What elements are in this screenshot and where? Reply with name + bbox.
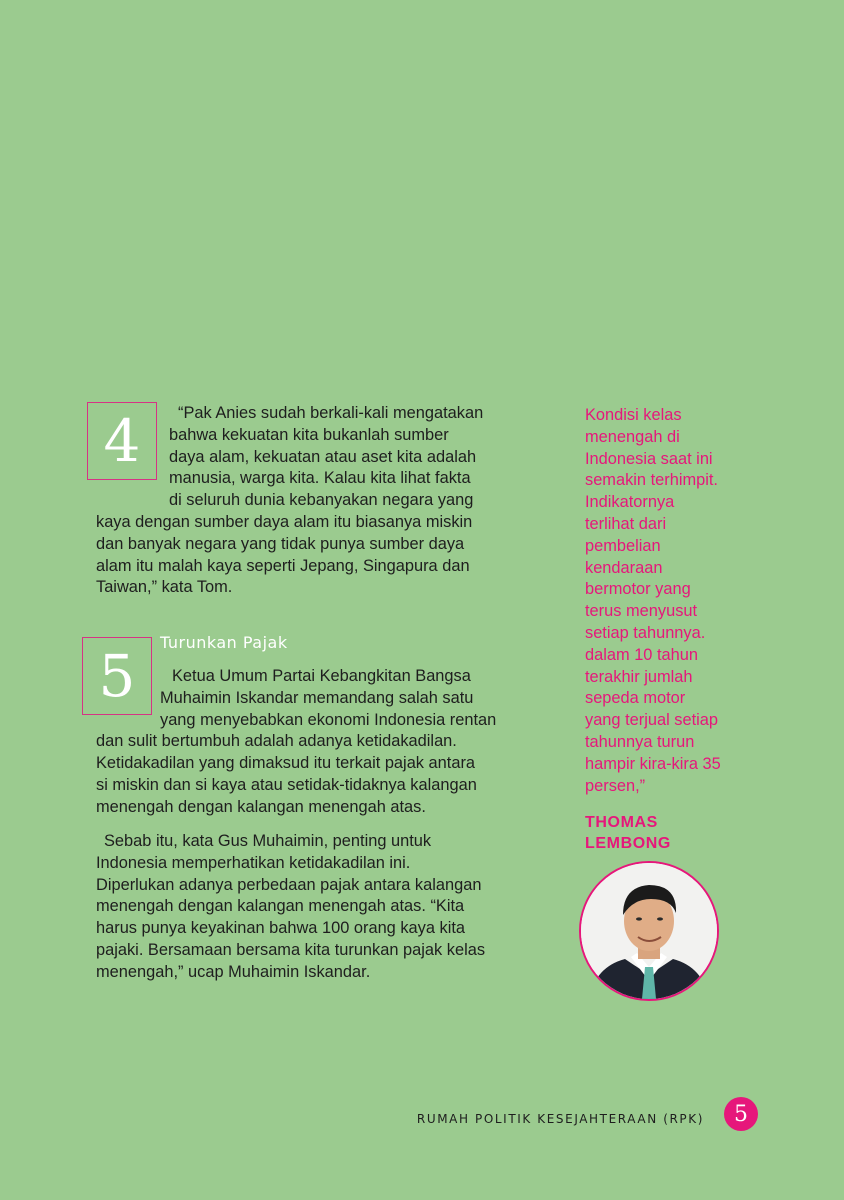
text-line: bahwa kekuatan kita bukanlah sumber — [169, 425, 449, 444]
text-line: “Pak Anies sudah berkali-kali mengatakan — [178, 404, 484, 422]
quote-line: semakin terhimpit. — [585, 471, 718, 490]
text-line: menengah,” ucap Muhaimin Iskandar. — [96, 962, 371, 981]
text-line: alam itu malah kaya seperti Jepang, Singapura dan — [96, 556, 470, 575]
section-5-paragraph-2 — [96, 831, 485, 984]
author-portrait — [579, 861, 719, 1001]
quote-line: persen,” — [585, 776, 646, 795]
section-5-heading: Turunkan Pajak — [160, 633, 288, 652]
quote-author — [585, 812, 671, 854]
quote-line: terus menyusut — [585, 602, 698, 621]
quote-line: pembelian — [585, 536, 661, 555]
author-last-name: LEMBONG — [585, 835, 671, 852]
text-line: Indonesia memperhatikan ketidakadilan ini. — [96, 853, 411, 872]
text-line: Muhaimin Iskandar memandang salah satu — [160, 688, 474, 707]
text-line: si miskin dan si kaya atau setidak-tidaknya kalangan — [96, 775, 477, 794]
text-line: Ketidakadilan yang dimaksud itu terkait pajak antara — [96, 754, 476, 773]
text-line: harus punya keyakinan bahwa 100 orang kaya kita — [96, 919, 466, 938]
text-line: Sebab itu, kata Gus Muhaimin, penting untuk — [104, 832, 432, 850]
text-line: Diperlukan adanya perbedaan pajak antara kalangan — [96, 875, 482, 894]
quote-line: yang terjual setiap — [585, 711, 719, 730]
publication-label: RUMAH POLITIK KESEJAHTERAAN (RPK) — [416, 1112, 704, 1126]
page-number: 5 — [734, 1101, 748, 1127]
author-first-name: THOMAS — [585, 814, 658, 831]
pull-quote — [585, 405, 721, 797]
section-number-4-text: 4 — [103, 407, 141, 475]
text-line: dan banyak negara yang tidak punya sumber daya — [96, 534, 465, 553]
text-line: daya alam, kekuatan atau aset kita adalah — [169, 447, 477, 466]
portrait-illustration — [581, 863, 717, 999]
section-4-body — [96, 403, 483, 599]
quote-line: Indonesia saat ini — [585, 449, 713, 468]
text-line: dan sulit bertumbuh adalah adanya ketidakadilan. — [96, 732, 457, 751]
text-line: di seluruh dunia kebanyakan negara yang — [169, 491, 474, 510]
text-line: menengah dengan kalangan menengah atas. — [96, 797, 426, 816]
quote-line: bermotor yang — [585, 580, 691, 599]
quote-line: Indikatornya — [585, 493, 675, 512]
text-line: Ketua Umum Partai Kebangkitan Bangsa — [172, 667, 471, 685]
quote-line: kendaraan — [585, 558, 663, 577]
quote-line: hampir kira-kira 35 — [585, 754, 721, 773]
text-line: manusia, warga kita. Kalau kita lihat fakta — [169, 469, 471, 488]
quote-line: tahunnya turun — [585, 732, 695, 751]
text-line: Taiwan,” kata Tom. — [96, 578, 233, 597]
quote-line: setiap tahunnya. — [585, 623, 706, 642]
quote-line: dalam 10 tahun — [585, 645, 698, 664]
quote-line: sepeda motor — [585, 689, 686, 708]
section-5-body — [96, 666, 496, 819]
quote-line: terakhir jumlah — [585, 667, 693, 686]
text-line: menengah dengan kalangan menengah atas. “Kita — [96, 897, 465, 916]
page-number-badge — [724, 1097, 758, 1131]
quote-line: menengah di — [585, 427, 680, 446]
text-line: yang menyebabkan ekonomi Indonesia rentan — [160, 710, 497, 729]
quote-line: terlihat dari — [585, 514, 667, 533]
quote-line: Kondisi kelas — [585, 406, 682, 424]
text-line: pajaki. Bersamaan bersama kita turunkan pajak kelas — [96, 940, 486, 959]
text-line: kaya dengan sumber daya alam itu biasanya miskin — [96, 512, 473, 531]
section-number-5-text: 5 — [98, 642, 136, 710]
